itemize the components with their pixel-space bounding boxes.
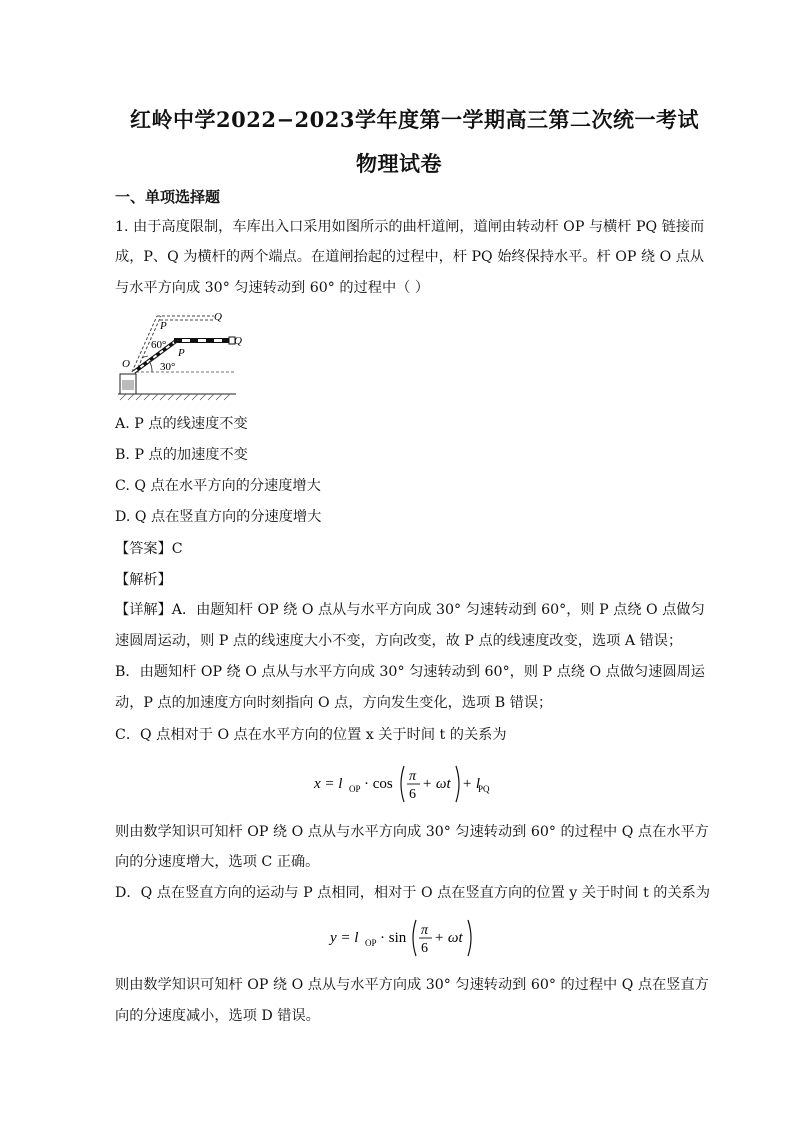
question-line-3: 与水平方向成 30° 匀速转动到 60° 的过程中（ ） (115, 280, 430, 296)
formula-y-sin: · sin (380, 930, 407, 946)
formula-y-wt: + ωt (434, 930, 463, 946)
formula-x-lhs: x = l (314, 776, 343, 792)
detail-line-1: 【详解】A．由题知杆 OP 绕 O 点从与水平方向成 30° 匀速转动到 60°，则 P 点绕 O 点做匀 (115, 602, 705, 618)
formula-x-num: π (409, 769, 417, 784)
formula-x (312, 760, 492, 808)
formula-y-sub-op: OP (365, 938, 377, 948)
question-line-1: 1. 由于高度限制，车库出入口采用如图所示的曲杆道闸，道闸由转动杆 OP 与横杆 PQ 链接而 (115, 219, 705, 235)
formula-x-wt: + ωt (422, 776, 451, 792)
detail-line-3: B．由题知杆 OP 绕 O 点从与水平方向成 30° 匀速转动到 60°，则 P 点绕 O 点做匀速圆周运 (115, 664, 705, 680)
detail-line-7: 向的分速度增大，选项 C 正确。 (115, 854, 320, 870)
detail-line-2: 速圆周运动，则 P 点的线速度大小不变，方向改变，故 P 点的线速度改变，选项 A 错误； (115, 633, 683, 649)
label-p-top: P (160, 320, 167, 332)
option-a: A. P 点的线速度不变 (115, 416, 248, 432)
formula-y-num: π (421, 923, 429, 938)
label-angle-30: 30° (160, 361, 176, 373)
page-subtitle: 物理试卷 (356, 151, 442, 176)
detail-line-5: C．Q 点相对于 O 点在水平方向的位置 x 关于时间 t 的关系为 (115, 727, 507, 743)
option-b: B. P 点的加速度不变 (115, 447, 248, 463)
detail-line-8: D．Q 点在竖直方向的运动与 P 点相同，相对于 O 点在竖直方向的位置 y 关于时间 t 的关系为 (115, 885, 711, 901)
barrier-gate-figure (112, 306, 244, 402)
formula-y (328, 914, 478, 962)
label-q-top: Q (214, 311, 222, 323)
formula-y-lhs: y = l (330, 930, 359, 946)
bar-pq (174, 337, 235, 344)
formula-x-sub-op: OP (349, 784, 361, 794)
answer-line: 【答案】C (115, 541, 183, 557)
option-d: D. Q 点在竖直方向的分速度增大 (115, 509, 322, 525)
label-p-mid: P (178, 347, 185, 359)
formula-x-den: 6 (409, 787, 416, 802)
question-line-2: 成，P、Q 为横杆的两个端点。在道闸抬起的过程中，杆 PQ 始终保持水平。杆 OP 绕 O 点从 (115, 249, 705, 265)
analysis-heading: 【解析】 (115, 572, 172, 588)
detail-line-4: 动，P 点的加速度方向时刻指向 O 点，方向发生变化，选项 B 错误； (115, 695, 553, 711)
page-title: 红岭中学2022−2023学年度第一学期高三第二次统一考试 (130, 107, 699, 132)
formula-x-tail: + l (462, 776, 481, 792)
label-q-right: Q (234, 335, 242, 347)
formula-x-cos: · cos (364, 776, 393, 792)
label-o: O (122, 358, 130, 370)
formula-x-sub-pq: PQ (478, 784, 490, 794)
option-c: C. Q 点在水平方向的分速度增大 (115, 478, 321, 494)
label-angle-60: 60° (151, 339, 167, 351)
formula-y-den: 6 (421, 941, 428, 956)
detail-line-6: 则由数学知识可知杆 OP 绕 O 点从与水平方向成 30° 匀速转动到 60° 的过程中 Q 点在水平方 (115, 824, 709, 840)
detail-line-9: 则由数学知识可知杆 OP 绕 O 点从与水平方向成 30° 匀速转动到 60° 的过程中 Q 点在竖直方 (115, 977, 709, 993)
detail-line-10: 向的分速度减小，选项 D 错误。 (115, 1008, 320, 1024)
section-heading: 一、单项选择题 (115, 188, 221, 206)
